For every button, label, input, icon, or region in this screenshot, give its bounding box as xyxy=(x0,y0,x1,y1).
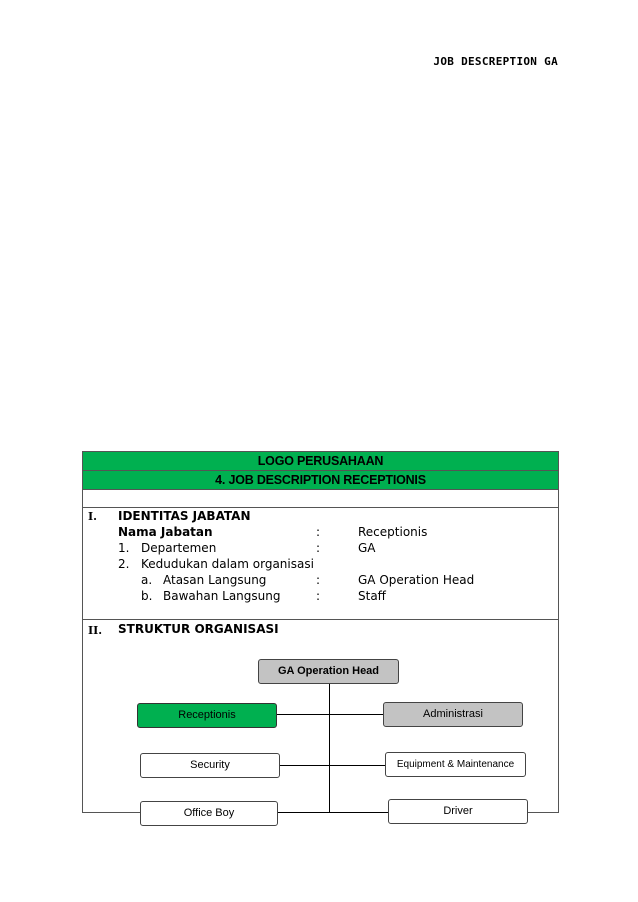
section1-number: I. xyxy=(88,510,97,523)
atasan-value: GA Operation Head xyxy=(358,573,475,587)
section2-heading: STRUKTUR ORGANISASI xyxy=(118,622,279,636)
org-connector xyxy=(280,765,385,766)
section-divider xyxy=(83,619,558,620)
org-box-ga-operation-head: GA Operation Head xyxy=(258,659,399,684)
org-connector xyxy=(278,812,388,813)
section2-number: II. xyxy=(88,624,103,637)
bawahan-label: Bawahan Langsung xyxy=(163,589,281,603)
colon: : xyxy=(316,541,321,555)
kedudukan-label: Kedudukan dalam organisasi xyxy=(141,557,314,571)
org-box-driver: Driver xyxy=(388,799,528,824)
list-letter: b. xyxy=(141,589,153,603)
org-connector xyxy=(277,714,383,715)
colon: : xyxy=(316,525,321,539)
org-box-equipment-maintenance: Equipment & Maintenance xyxy=(385,752,526,777)
section1-heading: IDENTITAS JABATAN xyxy=(118,509,251,523)
nama-jabatan-label: Nama Jabatan xyxy=(118,525,213,539)
list-number: 2. xyxy=(118,557,130,571)
atasan-label: Atasan Langsung xyxy=(163,573,267,587)
job-title-banner: 4. JOB DESCRIPTION RECEPTIONIS xyxy=(83,471,558,490)
bawahan-value: Staff xyxy=(358,589,386,603)
departemen-label: Departemen xyxy=(141,541,217,555)
org-box-receptionis: Receptionis xyxy=(137,703,277,728)
list-letter: a. xyxy=(141,573,153,587)
section-divider xyxy=(83,507,558,508)
org-box-administrasi: Administrasi xyxy=(383,702,523,727)
org-box-security: Security xyxy=(140,753,280,778)
document-header-title: JOB DESCREPTION GA xyxy=(433,55,558,68)
org-box-office-boy: Office Boy xyxy=(140,801,278,826)
colon: : xyxy=(316,589,321,603)
colon: : xyxy=(316,573,321,587)
list-number: 1. xyxy=(118,541,130,555)
logo-placeholder: LOGO PERUSAHAAN xyxy=(83,452,558,471)
nama-jabatan-value: Receptionis xyxy=(358,525,428,539)
org-trunk-line xyxy=(329,684,330,813)
departemen-value: GA xyxy=(358,541,376,555)
